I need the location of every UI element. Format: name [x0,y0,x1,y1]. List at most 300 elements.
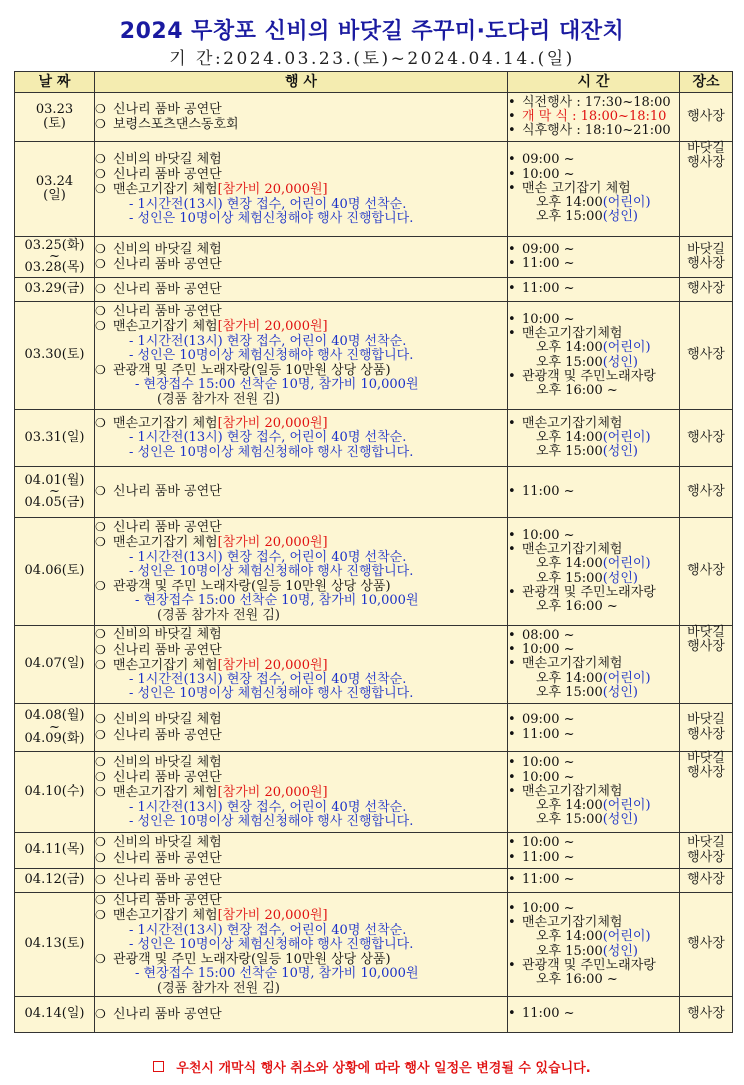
place-text: 바닷길 [687,625,725,640]
event-item [95,873,507,888]
time-text: 맨손고기잡기체험 [522,656,623,672]
event-item [95,770,507,785]
event-cell [95,626,508,704]
circle-bullet-icon: ❍ [95,712,106,727]
time-text: 오후 14:00 [536,798,603,814]
table-row [15,467,733,518]
header-event: 행 사 [95,72,508,93]
bullet-dot-icon: • [508,872,516,888]
date-cell [15,467,95,518]
table-row [15,997,733,1033]
event-item [95,102,507,117]
date-text: (일) [43,188,66,203]
time-text: 맨손 고기잡기 체험 [522,180,631,196]
time-text: 오후 14:00 [536,429,603,445]
table-row [15,142,733,237]
time-sub-item [508,930,679,944]
bullet-dot-icon: • [508,541,516,557]
place-text: 바닷길 [687,751,725,766]
event-text: 신비의 바닷길 체험 [113,241,222,257]
date-text: 03.29(금) [24,281,85,297]
time-tag: (어린이) [602,670,651,686]
circle-bullet-icon: ❍ [95,281,106,296]
date-text: 03.24 [35,173,74,189]
place-text: 행사장 [687,765,725,781]
circle-bullet-icon: ❍ [95,416,106,431]
place-cell [680,93,733,142]
bullet-dot-icon: • [508,769,516,785]
time-sub-item [508,572,679,586]
circle-bullet-icon: ❍ [95,535,106,550]
event-text: 관광객 및 주민 노래자랑(일등 10만원 상당 상품) [113,579,391,595]
time-cell [508,833,680,869]
event-item [95,893,507,908]
circle-bullet-icon: ❍ [95,319,106,334]
time-item [508,836,679,850]
time-item [508,1007,679,1021]
fee-text: [참가비 20,000원] [217,416,328,432]
event-item [95,282,507,297]
time-text: 오후 15:00 [536,354,603,370]
table-row [15,278,733,302]
event-detail: - 성인은 10명이상 체험신청해야 행사 진행합니다. [129,813,414,829]
event-item [95,835,507,850]
bullet-dot-icon: • [508,849,516,865]
time-cell [508,93,680,142]
time-item [508,657,679,671]
circle-bullet-icon: ❍ [95,850,106,865]
date-text: 04.13(토) [24,936,85,952]
time-text: 09:00 ~ [522,152,575,168]
time-text: 식전행사 : 17:30~18:00 [522,94,671,110]
bullet-dot-icon: • [508,325,516,341]
date-text: 04.09(화) [24,730,85,746]
event-cell [95,997,508,1033]
time-tag: (성인) [602,684,638,700]
place-text: 행사장 [687,108,725,124]
place-text: 행사장 [687,155,725,171]
table-row [15,893,733,997]
time-text: 관광객 및 주민노래자랑 [522,368,656,384]
time-item [508,851,679,865]
bullet-dot-icon: • [508,94,516,110]
place-text: 행사장 [687,726,725,742]
circle-bullet-icon: ❍ [95,657,106,672]
event-detail: - 1시간전(13시) 현장 접수, 어린이 40명 선착순. [129,672,407,688]
event-detail: - 성인은 10명이상 체험신청해야 행사 진행합니다. [129,444,414,460]
bullet-dot-icon: • [508,483,516,499]
circle-bullet-icon: ❍ [95,727,106,742]
place-text: 행사장 [687,639,725,655]
time-sub-item [508,445,679,459]
circle-bullet-icon: ❍ [95,754,106,769]
time-text: 관광객 및 주민노래자랑 [522,584,656,600]
page-title: 2024 무창포 신비의 바닷길 주꾸미·도다리 대잔치 [119,19,625,44]
checkbox-square-icon [153,1061,164,1072]
place-cell [680,704,733,752]
circle-bullet-icon: ❍ [95,363,106,378]
date-text: 03.23 [35,101,74,117]
place-cell [680,869,733,893]
time-item [508,110,679,124]
event-cell [95,410,508,467]
time-tag: (성인) [602,354,638,370]
table-row [15,93,733,142]
time-cell [508,869,680,893]
circle-bullet-icon: ❍ [95,519,106,534]
event-item [95,712,507,727]
circle-bullet-icon: ❍ [95,627,106,642]
time-cell [508,237,680,278]
time-text: 09:00 ~ [522,712,575,728]
time-tag: (어린이) [602,195,651,211]
time-text: 09:00 ~ [522,241,575,257]
time-sub-item [508,431,679,445]
event-item [95,257,507,272]
table-row [15,833,733,869]
time-text: 오후 15:00 [536,444,603,460]
date-text: 04.08(월) [24,708,85,724]
place-text: 행사장 [687,563,725,579]
event-note: (경품 참가자 전원 김) [157,980,281,996]
event-cell [95,704,508,752]
event-text: 맨손고기잡기 체험 [113,416,218,432]
time-item [508,124,679,138]
date-text: 04.06(토) [24,563,85,579]
bullet-dot-icon: • [508,166,516,182]
fee-text: [참가비 20,000원] [217,908,328,924]
bullet-dot-icon: • [508,627,516,643]
event-item [95,304,507,319]
time-sub-item [508,686,679,700]
time-text: 11:00 ~ [522,1006,575,1022]
event-item [95,908,507,923]
fee-text: [참가비 20,000원] [217,785,328,801]
circle-bullet-icon: ❍ [95,908,106,923]
bullet-dot-icon: • [508,123,516,139]
time-text: 10:00 ~ [522,527,575,543]
time-text: 오후 14:00 [536,556,603,572]
time-text: 맨손고기잡기체험 [522,325,623,341]
place-text: 행사장 [687,1006,725,1022]
date-text: 03.28(목) [24,260,85,275]
place-text: 행사장 [687,347,725,363]
place-text: 행사장 [687,936,725,952]
time-item [508,257,679,271]
fee-text: [참가비 20,000원] [217,182,328,198]
time-item [508,282,679,296]
event-text: 신비의 바닷길 체험 [113,754,222,770]
place-text: 행사장 [687,256,725,271]
time-sub-item [508,210,679,224]
circle-bullet-icon: ❍ [95,167,106,182]
bullet-dot-icon: • [508,726,516,742]
event-text: 맨손고기잡기 체험 [113,319,218,335]
time-text: 오후 14:00 [536,670,603,686]
event-detail: - 성인은 10명이상 체험신청해야 행사 진행합니다. [129,347,414,363]
table-row [15,869,733,893]
event-detail: - 1시간전(13시) 현장 접수, 어린이 40명 선착순. [129,799,407,815]
time-cell [508,518,680,626]
table-row [15,237,733,278]
time-text: 개 막 식 : 18:00~18:10 [522,108,667,124]
event-text: 맨손고기잡기 체험 [113,908,218,924]
bullet-dot-icon: • [508,256,516,271]
date-text: 03.31(일) [24,429,85,445]
date-text: 03.25(화) [24,237,85,253]
fee-text: [참가비 20,000원] [217,319,328,335]
time-item [508,629,679,643]
time-item [508,785,679,799]
table-row [15,410,733,467]
event-text: 맨손고기잡기 체험 [113,182,218,198]
event-text: 맨손고기잡기 체험 [113,535,218,551]
time-text: 식후행사 : 18:10~21:00 [522,123,671,139]
time-item [508,873,679,887]
event-text: 관광객 및 주민 노래자랑(일등 10만원 상당 상품) [113,952,391,968]
bullet-dot-icon: • [508,584,516,600]
circle-bullet-icon: ❍ [95,241,106,256]
event-cell [95,467,508,518]
event-item [95,658,507,673]
time-item [508,529,679,543]
date-text: (토) [43,116,66,131]
event-text: 신비의 바닷길 체험 [113,712,222,728]
date-text: 04.07(일) [24,656,85,672]
date-text: 04.01(월) [24,472,85,488]
time-cell [508,278,680,302]
bullet-dot-icon: • [508,152,516,168]
event-item [95,627,507,642]
event-text: 신나리 품바 공연단 [113,770,222,786]
event-detail: - 현장접수 15:00 선착순 10명, 참가비 10,000원 [135,377,419,393]
circle-bullet-icon: ❍ [95,117,106,131]
time-item [508,153,679,167]
event-text: 신비의 바닷길 체험 [113,835,222,851]
date-cell [15,278,95,302]
event-item [95,535,507,550]
event-item [95,319,507,334]
time-text: 맨손고기잡기체험 [522,914,623,930]
place-text: 행사장 [687,872,725,888]
bullet-dot-icon: • [508,368,516,384]
time-tag: (성인) [602,209,638,225]
table-row [15,302,733,410]
circle-bullet-icon: ❍ [95,303,106,318]
date-cell [15,518,95,626]
time-text: 오후 15:00 [536,684,603,700]
time-item [508,586,679,600]
table-header-row [15,72,733,93]
time-cell [508,302,680,410]
rain-notice-text: 우천시 개막식 행사 취소와 상황에 따라 행사 일정은 변경될 수 있습니다. [176,1061,591,1076]
time-sub-item [508,672,679,686]
time-item [508,756,679,770]
date-cell [15,833,95,869]
date-cell [15,997,95,1033]
event-item [95,242,507,257]
time-sub-item: 오후 16:00 ~ [536,599,618,615]
time-sub-item [508,557,679,571]
time-item [508,771,679,785]
bullet-dot-icon: • [508,835,516,851]
header-date: 날 짜 [15,72,95,93]
bullet-dot-icon: • [508,642,516,658]
time-sub-item: 오후 16:00 ~ [536,383,618,399]
time-sub-item [508,356,679,370]
place-cell [680,237,733,278]
event-item [95,152,507,167]
date-cell [15,626,95,704]
circle-bullet-icon: ❍ [95,642,106,657]
event-cell [95,237,508,278]
event-cell [95,302,508,410]
bullet-dot-icon: • [508,241,516,257]
event-text: 신나리 품바 공연단 [113,257,222,272]
event-period: 기 간:2024.03.23.(토)~2024.04.14.(일) [169,49,575,69]
event-detail: - 현장접수 15:00 선착순 10명, 참가비 10,000원 [135,966,419,982]
bullet-dot-icon: • [508,1006,516,1022]
time-tag: (성인) [602,570,638,586]
place-text: 행사장 [687,281,725,297]
time-sub-item [508,813,679,827]
event-detail: - 성인은 10명이상 체험신청해야 행사 진행합니다. [129,563,414,579]
event-item [95,182,507,197]
date-text: 04.05(금) [24,495,85,510]
table-row [15,704,733,752]
date-cell [15,752,95,833]
event-item [95,1007,507,1022]
place-cell [680,833,733,869]
event-text: 신나리 품바 공연단 [113,303,222,319]
time-text: 08:00 ~ [522,627,575,643]
bullet-dot-icon: • [508,755,516,771]
time-cell [508,410,680,467]
event-item [95,484,507,499]
event-text: 맨손고기잡기 체험 [113,785,218,801]
time-item [508,728,679,742]
time-text: 오후 15:00 [536,943,603,959]
place-text: 바닷길 [687,241,725,257]
time-text: 10:00 ~ [522,755,575,771]
event-text: 신나리 품바 공연단 [113,642,222,658]
time-tag: (성인) [602,812,638,828]
bullet-dot-icon: • [508,783,516,799]
date-range-tilde: ~ [49,484,60,499]
place-cell [680,302,733,410]
time-text: 오후 15:00 [536,812,603,828]
table-row [15,626,733,704]
event-text: 신나리 품바 공연단 [113,167,222,183]
time-text: 10:00 ~ [522,311,575,327]
time-text: 오후 14:00 [536,929,603,945]
event-detail: - 현장접수 15:00 선착순 10명, 참가비 10,000원 [135,593,419,609]
event-cell [95,93,508,142]
event-detail: - 성인은 10명이상 체험신청해야 행사 진행합니다. [129,210,414,226]
time-text: 10:00 ~ [522,835,575,851]
time-cell [508,893,680,997]
time-tag: (어린이) [602,929,651,945]
event-detail: - 성인은 10명이상 체험신청해야 행사 진행합니다. [129,936,414,952]
time-text: 관광객 및 주민노래자랑 [522,957,656,973]
event-cell [95,142,508,237]
date-cell [15,93,95,142]
date-range-tilde: ~ [49,249,60,264]
event-detail: - 1시간전(13시) 현장 접수, 어린이 40명 선착순. [129,196,407,212]
circle-bullet-icon: ❍ [95,785,106,800]
circle-bullet-icon: ❍ [95,872,106,887]
date-text: 03.30(토) [24,347,85,363]
bullet-dot-icon: • [508,957,516,973]
place-cell [680,893,733,997]
schedule-rows [15,93,733,1033]
time-text: 맨손고기잡기체험 [522,541,623,557]
time-item [508,713,679,727]
event-cell [95,518,508,626]
place-cell [680,142,733,237]
event-text: 신나리 품바 공연단 [113,850,222,866]
header-place: 장소 [680,72,733,93]
bullet-dot-icon: • [508,180,516,196]
event-cell [95,869,508,893]
time-tag: (어린이) [602,798,651,814]
place-text: 행사장 [687,429,725,445]
place-text: 행사장 [687,849,725,865]
circle-bullet-icon: ❍ [95,101,106,116]
bullet-dot-icon: • [508,900,516,916]
place-text: 행사장 [687,483,725,499]
time-text: 맨손고기잡기체험 [522,783,623,799]
date-range-tilde: ~ [49,719,60,735]
time-cell [508,704,680,752]
place-cell [680,410,733,467]
event-item [95,755,507,770]
table-row [15,518,733,626]
event-item [95,851,507,866]
time-tag: (어린이) [602,429,651,445]
time-text: 11:00 ~ [522,872,575,888]
circle-bullet-icon: ❍ [95,1006,106,1021]
time-tag: (어린이) [602,340,651,356]
place-text: 바닷길 [687,712,725,728]
time-item [508,96,679,110]
date-cell [15,302,95,410]
circle-bullet-icon: ❍ [95,182,106,197]
table-row [15,752,733,833]
time-text: 10:00 ~ [522,166,575,182]
date-cell [15,869,95,893]
time-item [508,370,679,384]
time-item [508,417,679,431]
event-note: (경품 참가자 전원 김) [157,391,281,407]
place-cell [680,997,733,1033]
event-item [95,728,507,743]
time-text: 오후 15:00 [536,209,603,225]
bullet-dot-icon: • [508,311,516,327]
event-text: 신나리 품바 공연단 [113,893,222,908]
bullet-dot-icon: • [508,712,516,728]
time-text: 10:00 ~ [522,900,575,916]
event-cell [95,752,508,833]
date-cell [15,410,95,467]
event-item [95,520,507,535]
bullet-dot-icon: • [508,656,516,672]
bullet-dot-icon: • [508,527,516,543]
time-item [508,243,679,257]
place-cell [680,278,733,302]
date-cell [15,142,95,237]
event-cell [95,893,508,997]
